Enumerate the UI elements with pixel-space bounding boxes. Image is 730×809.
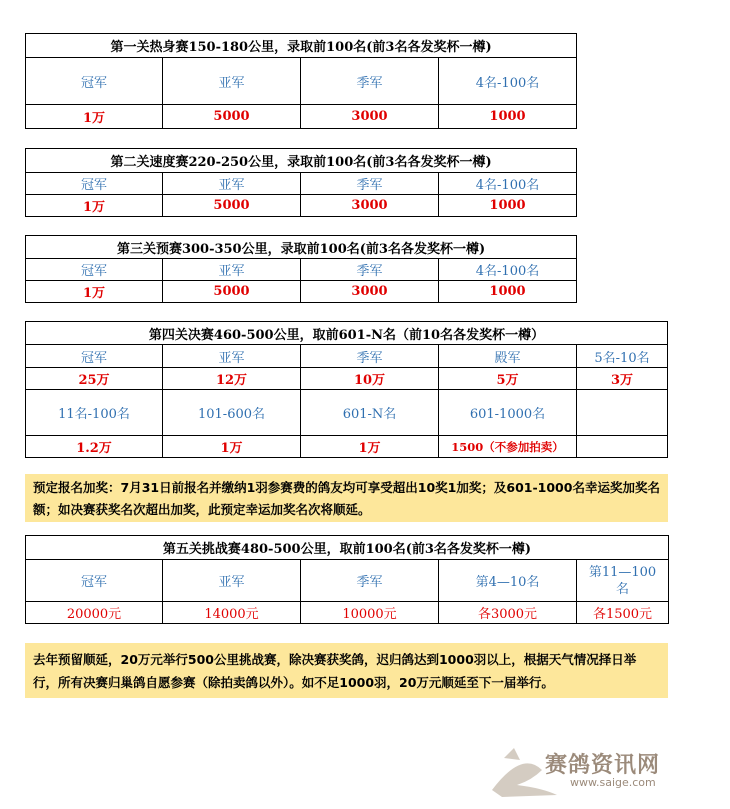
stage1-table: [25, 33, 577, 129]
stage1-prize-third: 3000: [301, 105, 439, 129]
stage2-header-third: 季军: [301, 173, 439, 195]
stage4-prize-third: 10万: [301, 368, 439, 390]
stage2-prize-champion: 1万: [26, 195, 163, 217]
stage5-prize-4-10: 各3000元: [439, 602, 577, 624]
stage5-prize-second: 14000元: [163, 602, 301, 624]
stage2-prize-second: 5000: [163, 195, 301, 217]
stage2-prize-third: 3000: [301, 195, 439, 217]
stage4-header-fourth: 殿军: [439, 345, 577, 368]
stage2-table: [25, 148, 577, 217]
stage3-header-second: 亚军: [163, 259, 301, 281]
stage3-header-champion: 冠军: [26, 259, 163, 281]
stage3-header-third: 季军: [301, 259, 439, 281]
stage1-header-third: 季军: [301, 58, 439, 105]
stage4-prize-5-10: 3万: [577, 368, 668, 390]
stage4-empty-cell-2: [577, 436, 668, 458]
stage3-header-4-100: 4名-100名: [439, 259, 577, 281]
stage4-header-champion: 冠军: [26, 345, 163, 368]
stage2-header-champion: 冠军: [26, 173, 163, 195]
stage5-prize-champion: 20000元: [26, 602, 163, 624]
stage4-header-11-100: 11名-100名: [26, 390, 163, 436]
stage4-prize-fourth: 5万: [439, 368, 577, 390]
stage4-header-5-10: 5名-10名: [577, 345, 668, 368]
stage3-prize-4-100: 1000: [439, 281, 577, 303]
watermark-site-name: 赛鸽资讯网: [545, 753, 661, 778]
stage4-table: [25, 321, 668, 458]
stage2-prize-4-100: 1000: [439, 195, 577, 217]
stage5-header-11-100: 第11—100名: [577, 560, 669, 602]
stage4-title: 第四关决赛460-500公里，取前601-N名（前10名各发奖杯一樽）: [26, 322, 668, 345]
stage5-header-third: 季军: [301, 560, 439, 602]
stage4-header-second: 亚军: [163, 345, 301, 368]
stage3-table: [25, 235, 577, 303]
stage3-prize-second: 5000: [163, 281, 301, 303]
stage2-header-4-100: 4名-100名: [439, 173, 577, 195]
stage1-header-second: 亚军: [163, 58, 301, 105]
stage5-prize-11-100: 各1500元: [577, 602, 669, 624]
stage5-header-champion: 冠军: [26, 560, 163, 602]
stage5-table: [25, 535, 669, 624]
carryover-challenge-note: 去年预留顺延，20万元举行500公里挑战赛，除决赛获奖鸽，迟归鸽达到1000羽以上，根据天气情况择日举行，所有决赛归巢鸽自愿参赛（除拍卖鸽以外）。如不足1000羽，20万元顺延至下一届举行。: [25, 643, 668, 698]
stage4-header-third: 季军: [301, 345, 439, 368]
stage4-prize-second: 12万: [163, 368, 301, 390]
stage1-prize-second: 5000: [163, 105, 301, 129]
stage4-header-601-1000: 601-1000名: [439, 390, 577, 436]
stage4-empty-cell: [577, 390, 668, 436]
stage5-title: 第五关挑战赛480-500公里，取前100名(前3名各发奖杯一樽): [26, 536, 669, 560]
stage1-header-4-100: 4名-100名: [439, 58, 577, 105]
stage4-header-101-600: 101-600名: [163, 390, 301, 436]
stage1-title: 第一关热身赛150-180公里，录取前100名(前3名各发奖杯一樽): [26, 34, 577, 58]
stage1-header-champion: 冠军: [26, 58, 163, 105]
stage2-header-second: 亚军: [163, 173, 301, 195]
stage3-prize-third: 3000: [301, 281, 439, 303]
stage4-prize-601-1000: 1500（不参加拍卖）: [439, 436, 577, 458]
stage2-title: 第二关速度赛220-250公里，录取前100名(前3名各发奖杯一樽): [26, 149, 577, 173]
watermark-site-url: www.saige.com: [570, 776, 656, 789]
early-registration-note: 预定报名加奖：7月31日前报名并缴纳1羽参赛费的鸽友均可享受超出10奖1加奖；及601-1000名幸运奖加奖名额；如决赛获奖名次超出加奖，此预定幸运加奖名次将顺延。: [25, 474, 668, 522]
stage4-prize-101-600: 1万: [163, 436, 301, 458]
stage1-prize-champion: 1万: [26, 105, 163, 129]
stage3-prize-champion: 1万: [26, 281, 163, 303]
stage5-header-second: 亚军: [163, 560, 301, 602]
stage5-header-4-10: 第4—10名: [439, 560, 577, 602]
stage4-prize-11-100: 1.2万: [26, 436, 163, 458]
stage1-prize-4-100: 1000: [439, 105, 577, 129]
stage5-prize-third: 10000元: [301, 602, 439, 624]
stage4-prize-601-n: 1万: [301, 436, 439, 458]
stage3-title: 第三关预赛300-350公里，录取前100名(前3名各发奖杯一樽): [26, 236, 577, 259]
stage4-header-601-n: 601-N名: [301, 390, 439, 436]
stage4-prize-champion: 25万: [26, 368, 163, 390]
